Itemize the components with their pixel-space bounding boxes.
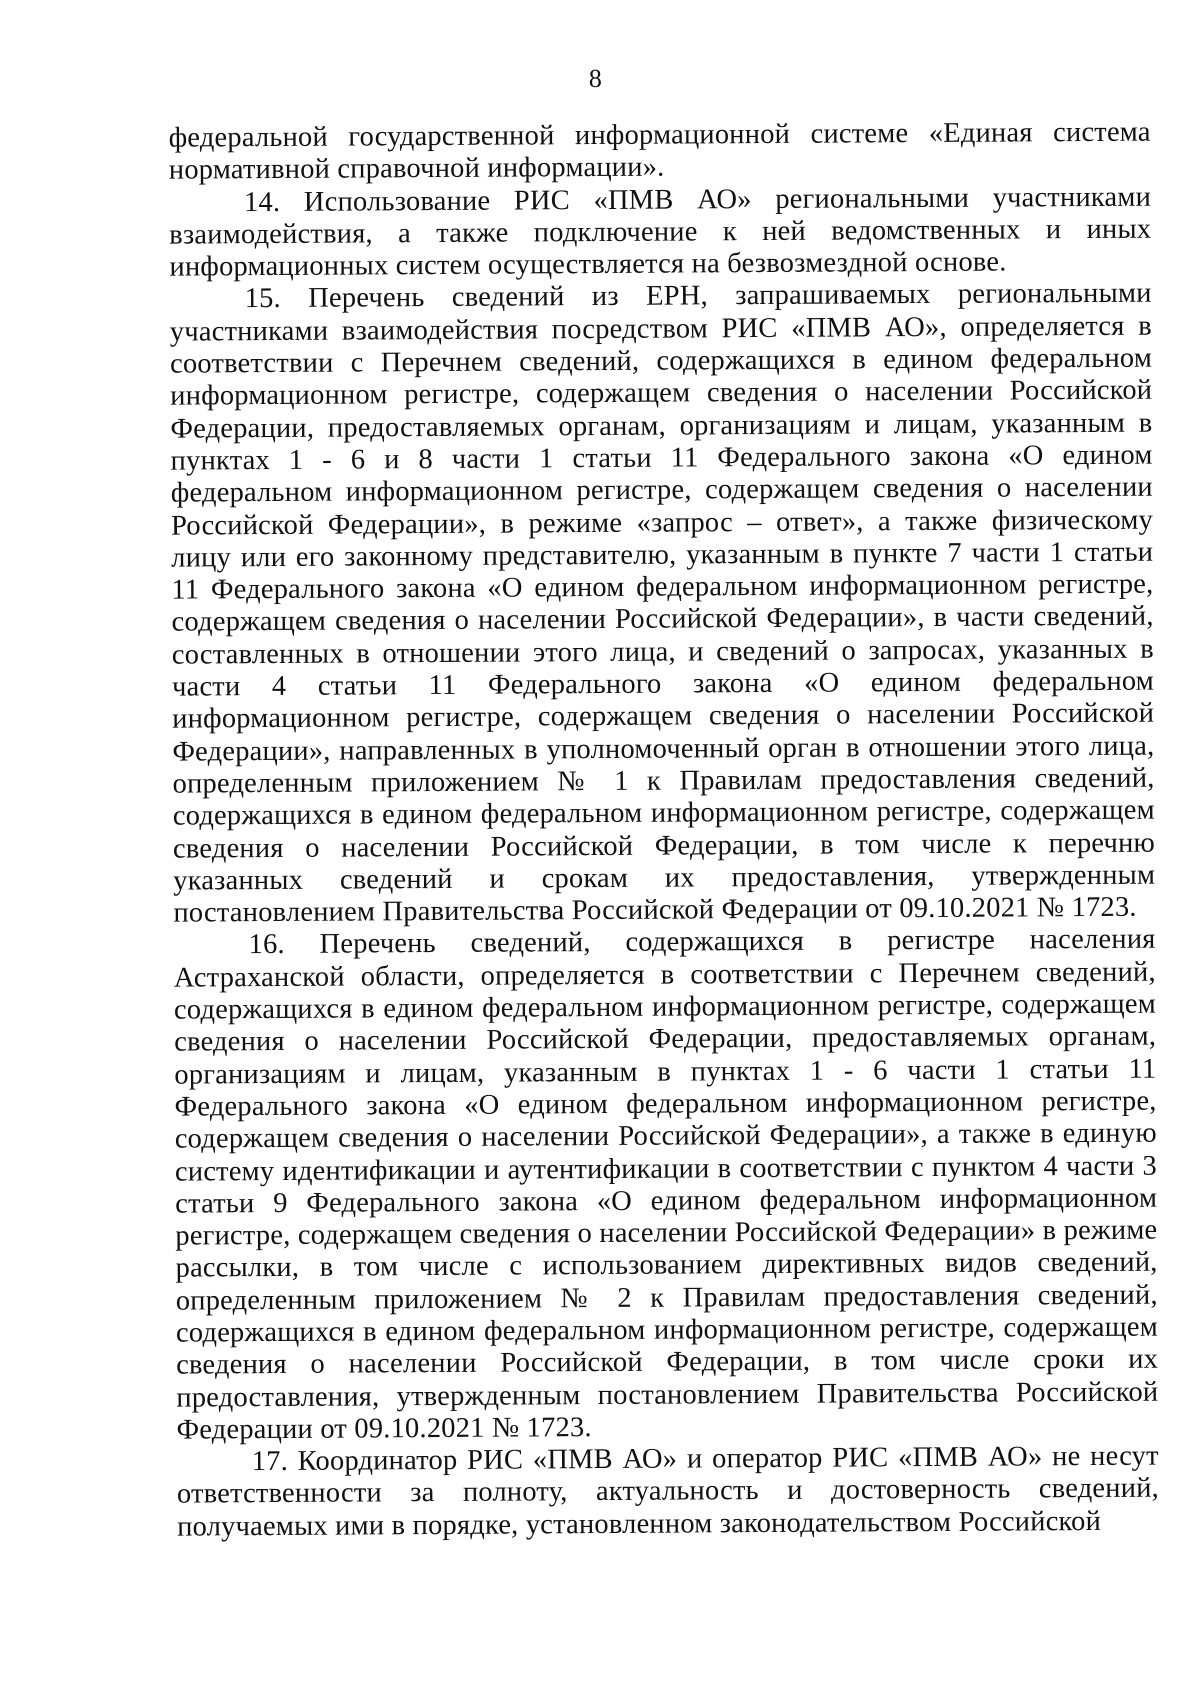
paragraph-continuation: федеральной государственной информационной системе «Единая система нормативной справочной информации».	[168, 116, 1151, 186]
paragraph-17: 17. Координатор РИС «ПМВ АО» и оператор РИС «ПМВ АО» не несут ответственности за полноту, актуальность и достоверность сведений, получаемых ими в порядке, установленном законодательством Российской	[176, 1440, 1160, 1543]
paragraph-14: 14. Использование РИС «ПМВ АО» региональными участниками взаимодействия, а также подключение к ней ведомственных и иных информационных систем осуществляется на безвозмездной основе.	[169, 181, 1152, 283]
paragraph-16: 16. Перечень сведений, содержащихся в регистре населения Астраханской области, определяется в соответствии с Перечнем сведений, содержащихся в едином федеральном информационном регистре, содержащем сведения о населении Российской Федерации, предоставляемых органам, организациям и лицам, указанным в пунктах 1 - 6 части 1 статьи 11 Федерального закона «О едином федеральном информационном регистре, содержащем сведения о населении Российской Федерации», а также в единую систему идентификации и аутентификации в соответствии с пунктом 4 части 3 статьи 9 Федерального закона «О едином федеральном информационном регистре, содержащем сведения о населении Российской Федерации» в режиме рассылки, в том числе с использованием директивных видов сведений, определенным приложением № 2 к Правилам предоставления сведений, содержащихся в едином федеральном информационном регистре, содержащем сведения о населении Российской Федерации, в том числе сроки их предоставления, утвержденным постановлением Правительства Российской Федерации от 09.10.2021 № 1723.	[173, 924, 1159, 1446]
paragraph-15: 15. Перечень сведений из ЕРН, запрашиваемых региональными участниками взаимодействия посредством РИС «ПМВ АО», определяется в соответствии с Перечнем сведений, содержащихся в едином федеральном информационном регистре, содержащем сведения о населении Российской Федерации, предоставляемых органам, организациям и лицам, указанным в пунктах 1 - 6 и 8 части 1 статьи 11 Федерального закона «О едином федеральном информационном регистре, содержащем сведения о населении Российской Федерации», в режиме «запрос – ответ», а также физическому лицу или его законному представителю, указанным в пункте 7 части 1 статьи 11 Федерального закона «О едином федеральном информационном регистре, содержащем сведения о населении Российской Федерации», в части сведений, составленных в отношении этого лица, и сведений о запросах, указанных в части 4 статьи 11 Федерального закона «О едином федеральном информационном регистре, содержащем сведения о населении Российской Федерации», направленных в уполномоченный орган в отношении этого лица, определенным приложением № 1 к Правилам предоставления сведений, содержащихся в едином федеральном информационном регистре, содержащем сведения о населении Российской Федерации, в том числе к перечню указанных сведений и срокам их предоставления, утвержденным постановлением Правительства Российской Федерации от 09.10.2021 № 1723.	[169, 278, 1156, 929]
page-number: 8	[588, 63, 602, 94]
document-body	[169, 117, 1160, 1544]
